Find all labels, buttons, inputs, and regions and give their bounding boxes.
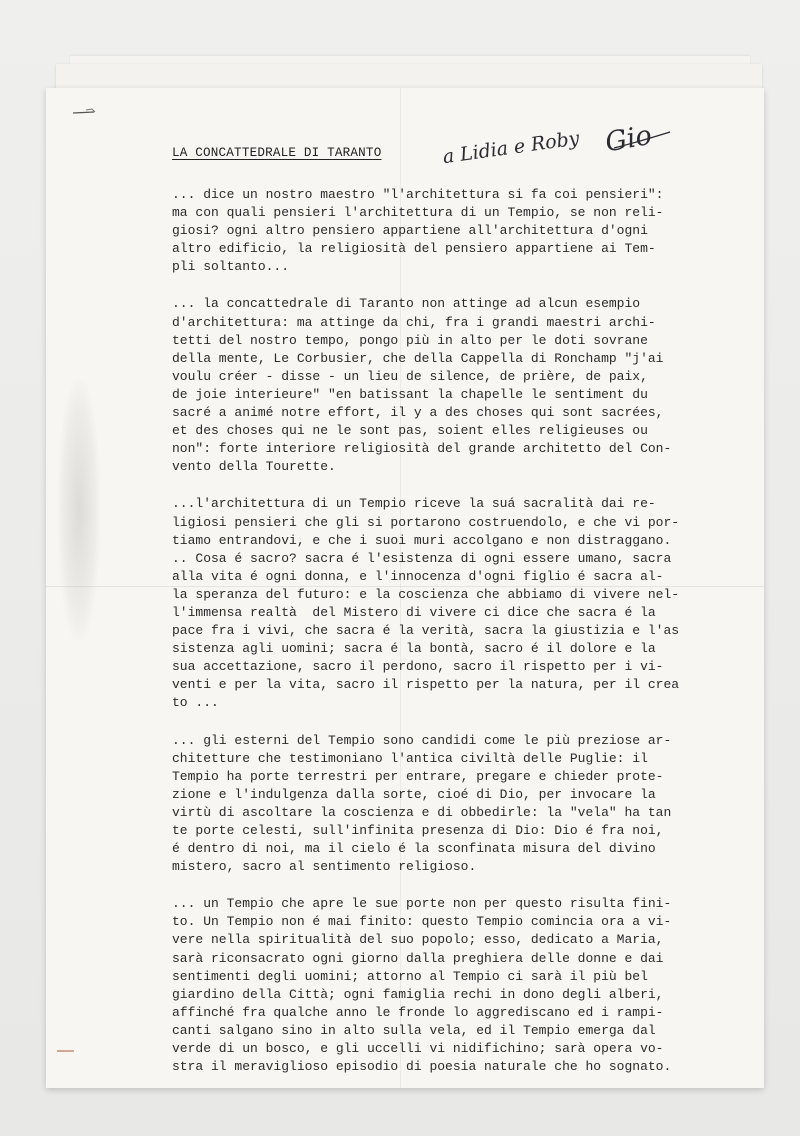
text-line: to ... xyxy=(172,695,219,711)
text-line: zione e l'indulgenza dalla sorte, cioé di Dio, per invocare la xyxy=(172,786,656,802)
paragraph-1 xyxy=(172,186,732,276)
text-line: tiamo entrandovi, e che i suoi muri accolgano e non distraggano. xyxy=(172,532,672,548)
handwritten-dedication xyxy=(438,112,698,168)
svg-text:Gio: Gio xyxy=(603,119,655,159)
text-line: la speranza del futuro: e la coscienza che abbiamo di vivere nel- xyxy=(172,586,680,602)
svg-text:a Lidia e Roby: a Lidia e Roby xyxy=(441,127,581,168)
text-line: ma con quali pensieri l'architettura di un Tempio, se non reli- xyxy=(172,205,664,221)
text-line: voulu créer - disse - un lieu de silence, de prière, de paix, xyxy=(172,368,648,384)
text-line: Tempio ha porte terrestri per entrare, pregare e chieder prote- xyxy=(172,768,664,784)
paragraph-2 xyxy=(172,295,732,476)
text-line: giardino della Città; ogni famiglia rechi in dono degli alberi, xyxy=(172,986,664,1002)
staple-mark xyxy=(72,108,98,116)
document-body xyxy=(172,186,732,1095)
text-line: della mente, Le Corbusier, che della Cappella di Ronchamp "j'ai xyxy=(172,350,664,366)
text-line: sacré a animé notre effort, il y a des choses qui sont sacrées, xyxy=(172,405,664,421)
text-line: sentimenti degli uomini; attorno al Tempio ci sarà il più bel xyxy=(172,968,648,984)
text-line: to. Un Tempio non é mai finito: questo Tempio comincia ora a vi- xyxy=(172,914,672,930)
text-line: ... gli esterni del Tempio sono candidi come le più preziose ar- xyxy=(172,732,672,748)
text-line: pace fra i vivi, che sacra é la verità, sacra la giustizia e l'as xyxy=(172,623,680,639)
text-line: l'immensa realtà del Mistero di vivere ci dice che sacra é la xyxy=(172,604,656,620)
text-line: é dentro di noi, ma il cielo é la sconfinata misura del divino xyxy=(172,841,656,857)
text-line: verde di un bosco, e gli uccelli vi nidifichino; sarà opera vo- xyxy=(172,1041,664,1057)
text-line: mistero, sacro al sentimento religioso. xyxy=(172,859,477,875)
text-line: sua accettazione, sacro il perdono, sacro il rispetto per i vi- xyxy=(172,659,664,675)
text-line: canti salgano sino in alto sulla vela, ed il Tempio emerga dal xyxy=(172,1022,656,1038)
text-line: et des choses qui ne le sont pas, soient elles religieuses ou xyxy=(172,423,648,439)
text-line: chitetture che testimoniano l'antica civiltà delle Puglie: il xyxy=(172,750,648,766)
text-line: vere nella spiritualità del suo popolo; esso, dedicato a Maria, xyxy=(172,932,664,948)
text-line: de joie interieure" "en batissant la chapelle le sentiment du xyxy=(172,386,648,402)
text-line: ligiosi pensieri che gli si portarono costruendolo, e che vi por- xyxy=(172,514,680,530)
text-line: tetti del nostro tempo, pongo più in alto per le doti sovrane xyxy=(172,332,648,348)
text-line: virtù di ascoltare la coscienza e di obbedirle: la "vela" ha tan xyxy=(172,804,672,820)
text-line: altro edificio, la religiosità del pensiero appartiene ai Tem- xyxy=(172,241,656,257)
text-line: .. Cosa é sacro? sacra é l'esistenza di ogni essere umano, sacra xyxy=(172,550,672,566)
text-line: giosi? ogni altro pensiero appartiene all'architettura d'ogni xyxy=(172,223,648,239)
text-line: sarà riconsacrato ogni giorno dalla preghiera delle donne e dai xyxy=(172,950,664,966)
text-line: stra il meraviglioso episodio di poesia naturale che ho sognato. xyxy=(172,1059,672,1075)
margin-pencil-mark xyxy=(56,1048,76,1054)
text-line: ... dice un nostro maestro "l'architettura si fa coi pensieri": xyxy=(172,187,664,202)
paragraph-4 xyxy=(172,732,732,877)
text-line: d'architettura: ma attinge da chi, fra i grandi maestri archi- xyxy=(172,314,656,330)
text-line: ...l'architettura di un Tempio riceve la suá sacralità dai re- xyxy=(172,496,656,512)
paragraph-3 xyxy=(172,495,732,712)
text-line: te porte celesti, sull'infinita presenza di Dio: Dio é fra noi, xyxy=(172,823,664,838)
text-line: ... la concattedrale di Taranto non attinge ad alcun esempio xyxy=(172,296,641,312)
text-line: vento della Tourette. xyxy=(172,459,336,475)
text-line: pli soltanto... xyxy=(172,259,290,275)
document-title: LA CONCATTEDRALE DI TARANTO xyxy=(172,146,382,160)
text-line: non": forte interiore religiosità del grande architetto del Con- xyxy=(172,441,672,457)
text-line: affinché fra qualche anno le fronde lo aggrediscano ed i rampi- xyxy=(172,1004,664,1020)
paragraph-5 xyxy=(172,895,732,1076)
text-line: ... un Tempio che apre le sue porte non per questo risulta fini- xyxy=(172,896,672,912)
text-line: venti e per la vita, sacro il rispetto per la natura, per il crea xyxy=(172,677,680,693)
text-line: alla vita é ogni donna, e l'innocenza d'ogni figlio é sacra al- xyxy=(172,568,664,584)
text-line: sistenza agli uomini; sacra é la bontà, sacro é il dolore e la xyxy=(172,641,656,657)
paper-smudge xyxy=(58,380,100,640)
